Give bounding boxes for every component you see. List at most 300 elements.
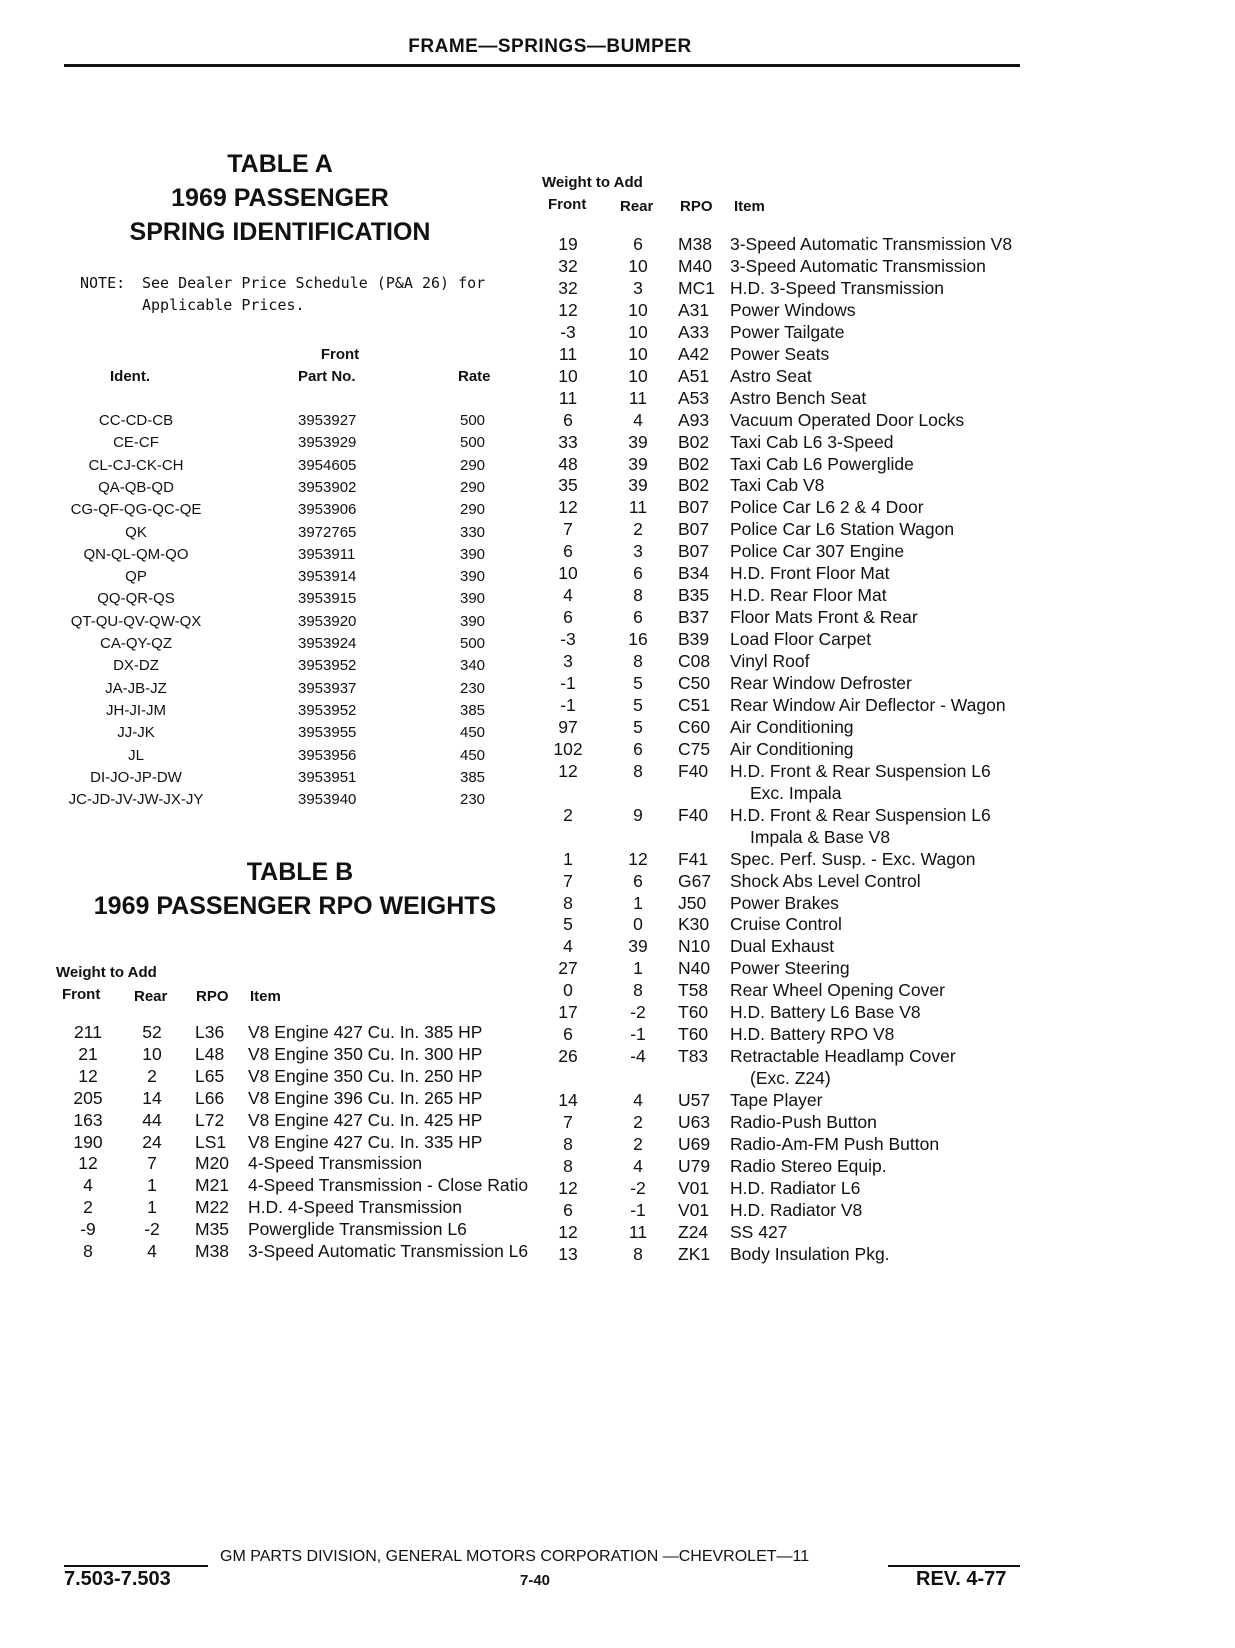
rpo-code: B34: [678, 563, 710, 584]
item-description: Police Car L6 2 & 4 Door: [730, 497, 924, 518]
rpo-code: A93: [678, 409, 710, 430]
part-number: 3953915: [298, 590, 357, 608]
weight-front: 5: [563, 914, 573, 935]
rpo-code: F41: [678, 848, 709, 869]
part-number: 3953902: [298, 478, 357, 496]
weight-front: -9: [80, 1219, 96, 1240]
item-description: Cruise Control: [730, 914, 842, 935]
item-description: Dual Exhaust: [730, 936, 835, 957]
part-number: 3953952: [298, 701, 357, 719]
spring-rate: 290: [460, 478, 486, 496]
spring-rate: 500: [460, 412, 486, 429]
weight-rear: 1: [633, 892, 643, 913]
rpo-code: B07: [678, 497, 710, 518]
weight-rear: 16: [628, 629, 648, 650]
weight-front: 7: [563, 870, 573, 891]
item-description: H.D. Front Floor Mat: [730, 563, 890, 584]
table-a-col-ident: Ident.: [110, 368, 150, 385]
table-a-title: TABLE A: [227, 150, 333, 178]
item-description: Vinyl Roof: [730, 651, 810, 672]
item-description: Body Insulation Pkg.: [730, 1243, 890, 1264]
item-description: Vacuum Operated Door Locks: [730, 409, 965, 430]
item-description-cont: Impala & Base V8: [750, 826, 891, 847]
weight-rear: 2: [633, 1112, 643, 1132]
rpo-code: A33: [678, 321, 710, 342]
weight-front: 0: [563, 980, 573, 1001]
spring-ident: JJ-JK: [117, 724, 155, 742]
spring-rate: 390: [460, 612, 486, 630]
rpo-code: J50: [678, 892, 707, 913]
spring-ident: JL: [128, 746, 144, 764]
table-b-cont-col-weight: Weight to Add: [542, 174, 643, 191]
weight-rear: 39: [628, 453, 648, 474]
weight-front: 14: [558, 1090, 578, 1111]
item-description: H.D. Front & Rear Suspension L6: [730, 804, 991, 825]
weight-front: 33: [558, 431, 578, 452]
rpo-code: B02: [678, 431, 710, 452]
spring-ident: QP: [125, 568, 147, 586]
rpo-code: G67: [678, 870, 712, 891]
spring-ident: QK: [125, 523, 147, 541]
weight-rear: -4: [630, 1046, 646, 1067]
weight-front: 8: [563, 1133, 573, 1154]
weight-front: 4: [563, 585, 573, 606]
weight-front: 12: [78, 1065, 98, 1086]
rpo-code: ZK1: [678, 1243, 711, 1264]
weight-rear: 6: [633, 607, 643, 628]
weight-front: 12: [558, 1221, 578, 1242]
part-number: 3953937: [298, 679, 357, 697]
weight-front: 6: [563, 1199, 573, 1220]
part-number: 3953924: [298, 635, 357, 652]
spring-rate: 385: [460, 768, 486, 786]
rpo-code: L65: [195, 1065, 225, 1086]
item-description: H.D. Radiator V8: [730, 1199, 863, 1220]
spring-ident: DX-DZ: [113, 657, 159, 675]
part-number: 3953955: [298, 724, 357, 742]
rpo-code: U69: [678, 1133, 711, 1154]
spring-ident: QN-QL-QM-QO: [83, 545, 189, 563]
weight-rear: 8: [633, 1243, 643, 1264]
weight-rear: 10: [628, 299, 648, 320]
item-description: 3-Speed Automatic Transmission V8: [730, 234, 1013, 254]
spring-rate: 500: [460, 635, 486, 652]
rpo-code: A31: [678, 299, 710, 320]
rpo-code: A53: [678, 387, 710, 408]
rpo-code: B39: [678, 629, 710, 650]
rpo-code: MC1: [678, 277, 715, 298]
rpo-code: C60: [678, 716, 711, 737]
weight-front: 4: [563, 936, 573, 957]
weight-front: 12: [558, 760, 578, 781]
part-number: 3972765: [298, 523, 357, 541]
weight-rear: -1: [630, 1199, 646, 1220]
item-description: Radio-Am-FM Push Button: [730, 1133, 940, 1154]
rpo-code: V01: [678, 1177, 710, 1198]
footer-catalog-number: 7.503-7.503: [64, 1568, 171, 1590]
weight-rear: 2: [633, 1133, 643, 1154]
weight-front: 163: [73, 1109, 103, 1130]
weight-front: 12: [558, 299, 578, 320]
weight-rear: -2: [630, 1002, 646, 1023]
item-description: 3-Speed Automatic Transmission L6: [248, 1241, 529, 1261]
spring-ident: CG-QF-QG-QC-QE: [70, 501, 202, 519]
item-description: Air Conditioning: [730, 738, 854, 759]
weight-front: 12: [558, 1177, 578, 1198]
footer-revision: REV. 4-77: [916, 1568, 1007, 1590]
weight-front: -1: [560, 694, 576, 715]
part-number: 3954605: [298, 456, 357, 474]
rpo-code: T60: [678, 1024, 709, 1045]
item-description: 4-Speed Transmission: [248, 1153, 423, 1174]
rpo-code: B02: [678, 453, 710, 474]
item-description: 3-Speed Automatic Transmission: [730, 255, 986, 276]
spring-rate: 230: [460, 791, 486, 809]
weight-rear: 6: [633, 738, 643, 759]
weight-rear: 2: [633, 519, 643, 540]
table-b-cont-col-item: Item: [734, 198, 765, 215]
item-description: Taxi Cab L6 Powerglide: [730, 453, 914, 474]
item-description: Power Brakes: [730, 892, 839, 913]
item-description: Radio Stereo Equip.: [730, 1155, 887, 1176]
weight-front: 205: [73, 1087, 103, 1108]
rpo-code: Z24: [678, 1221, 709, 1242]
item-description: V8 Engine 350 Cu. In. 300 HP: [248, 1043, 483, 1064]
rpo-code: U79: [678, 1155, 711, 1176]
rpo-code: M21: [195, 1175, 230, 1196]
weight-front: 19: [558, 234, 578, 254]
spring-rate: 390: [460, 568, 486, 586]
part-number: 3953940: [298, 791, 357, 809]
weight-front: 4: [83, 1175, 93, 1196]
weight-front: 8: [83, 1241, 93, 1261]
rpo-code: M38: [678, 234, 713, 254]
table-a-col-rate: Rate: [458, 368, 491, 385]
spring-rate: 500: [460, 434, 486, 452]
weight-front: -3: [560, 629, 576, 650]
weight-rear: -1: [630, 1024, 646, 1045]
weight-front: 6: [563, 541, 573, 562]
rpo-code: K30: [678, 914, 710, 935]
weight-front: 6: [563, 409, 573, 430]
weight-front: -3: [560, 321, 576, 342]
page-header-title: FRAME—SPRINGS—BUMPER: [408, 36, 692, 57]
spring-rate: 450: [460, 724, 486, 742]
item-description: 4-Speed Transmission - Close Ratio: [248, 1175, 529, 1196]
item-description: V8 Engine 427 Cu. In. 385 HP: [248, 1022, 483, 1042]
weight-rear: 7: [147, 1153, 157, 1174]
rpo-code: T83: [678, 1046, 709, 1067]
footer-rule-left: [64, 1565, 208, 1567]
item-description: Astro Seat: [730, 365, 812, 386]
weight-rear: 6: [633, 870, 643, 891]
weight-front: 6: [563, 1024, 573, 1045]
part-number: 3953952: [298, 657, 357, 675]
rpo-code: M38: [195, 1241, 230, 1261]
footer-publisher: GM PARTS DIVISION, GENERAL MOTORS CORPORATION —CHEVROLET—11: [220, 1548, 810, 1565]
weight-rear: 10: [628, 365, 648, 386]
weight-front: 7: [563, 519, 573, 540]
rpo-code: N40: [678, 958, 711, 979]
footer-rule-right: [888, 1565, 1020, 1567]
item-description: Load Floor Carpet: [730, 629, 872, 650]
item-description: Floor Mats Front & Rear: [730, 607, 918, 628]
item-description: V8 Engine 427 Cu. In. 425 HP: [248, 1109, 483, 1130]
table-b-col-front: Front: [62, 986, 101, 1003]
table-b-subtitle: 1969 PASSENGER RPO WEIGHTS: [93, 892, 497, 920]
weight-rear: 2: [147, 1065, 157, 1086]
weight-rear: 4: [633, 1090, 643, 1111]
weight-front: 11: [558, 343, 578, 364]
rpo-code: C75: [678, 738, 711, 759]
weight-front: 1: [563, 848, 573, 869]
weight-rear: 5: [633, 716, 643, 737]
weight-rear: 10: [628, 321, 648, 342]
table-b-cont-col-rear: Rear: [620, 198, 654, 215]
item-description: SS 427: [730, 1221, 788, 1242]
weight-rear: 8: [633, 651, 643, 672]
part-number: 3953956: [298, 746, 357, 764]
part-number: 3953920: [298, 612, 357, 630]
rpo-code: B02: [678, 475, 710, 496]
weight-rear: 4: [633, 1155, 643, 1176]
weight-rear: 52: [142, 1022, 162, 1042]
weight-rear: 0: [633, 914, 643, 935]
table-b-cont-col-front: Front: [548, 196, 587, 213]
spring-rate: 330: [460, 523, 486, 541]
weight-rear: -2: [630, 1177, 646, 1198]
item-description: Retractable Headlamp Cover: [730, 1046, 956, 1067]
spring-ident: JC-JD-JV-JW-JX-JY: [68, 791, 204, 809]
weight-rear: 1: [147, 1175, 157, 1196]
item-description: Police Car 307 Engine: [730, 541, 905, 562]
item-description: Air Conditioning: [730, 716, 854, 737]
rpo-code: M22: [195, 1197, 230, 1218]
part-number: 3953951: [298, 768, 357, 786]
weight-front: 211: [74, 1022, 102, 1042]
weight-front: 7: [563, 1112, 573, 1132]
header-divider: [64, 64, 1020, 67]
weight-front: 21: [78, 1043, 98, 1064]
weight-front: 32: [558, 277, 578, 298]
weight-front: 97: [558, 716, 578, 737]
rpo-code: LS1: [195, 1131, 227, 1152]
weight-rear: 5: [633, 673, 643, 693]
rpo-code: A51: [678, 365, 710, 386]
weight-rear: 8: [633, 980, 643, 1001]
item-description: Tape Player: [730, 1090, 823, 1111]
item-description: Rear Window Defroster: [730, 673, 912, 693]
table-a-col-partno: Part No.: [298, 368, 356, 385]
rpo-code: M35: [195, 1219, 230, 1240]
spring-ident: CA-QY-QZ: [100, 635, 172, 652]
spring-ident: JA-JB-JZ: [105, 679, 167, 697]
weight-rear: 5: [633, 694, 643, 715]
weight-rear: 6: [633, 234, 643, 254]
table-b-title: TABLE B: [246, 858, 354, 886]
table-a-heading: SPRING IDENTIFICATION: [129, 218, 431, 246]
weight-rear: 1: [633, 958, 643, 979]
spring-ident: CE-CF: [113, 434, 159, 452]
weight-front: 48: [558, 453, 578, 474]
item-description: Shock Abs Level Control: [730, 870, 921, 891]
weight-rear: 10: [142, 1043, 162, 1064]
item-description: H.D. Battery RPO V8: [730, 1024, 895, 1045]
item-description: Rear Wheel Opening Cover: [730, 980, 945, 1001]
weight-front: 8: [563, 892, 573, 913]
spring-rate: 385: [460, 701, 486, 719]
rpo-code: U57: [678, 1090, 711, 1111]
weight-front: 10: [558, 563, 578, 584]
rpo-code: B07: [678, 541, 710, 562]
weight-front: 11: [558, 387, 578, 408]
weight-front: 10: [558, 365, 578, 386]
table-a-subtitle: 1969 PASSENGER: [171, 184, 389, 212]
rpo-code: C51: [678, 694, 711, 715]
note-text-line2: Applicable Prices.: [142, 296, 305, 314]
item-description: H.D. Rear Floor Mat: [730, 585, 887, 606]
rpo-code: V01: [678, 1199, 710, 1220]
spring-rate: 390: [460, 545, 486, 563]
rpo-code: T60: [678, 1002, 709, 1023]
weight-rear: 11: [628, 387, 648, 408]
part-number: 3953927: [298, 412, 357, 429]
rpo-code: L36: [195, 1022, 225, 1042]
item-description: Power Windows: [730, 299, 856, 320]
part-number: 3953914: [298, 568, 357, 586]
weight-front: -1: [560, 673, 576, 693]
item-description: H.D. 3-Speed Transmission: [730, 277, 944, 298]
item-description-cont: Exc. Impala: [750, 782, 842, 803]
table-b-col-rpo: RPO: [196, 988, 229, 1005]
item-description: H.D. Radiator L6: [730, 1177, 861, 1198]
weight-rear: 11: [628, 497, 648, 518]
spring-rate: 450: [460, 746, 486, 764]
spring-ident: QQ-QR-QS: [97, 590, 175, 608]
spring-ident: CC-CD-CB: [98, 412, 174, 429]
item-description: Police Car L6 Station Wagon: [730, 519, 955, 540]
item-description: H.D. 4-Speed Transmission: [248, 1197, 462, 1218]
weight-rear: 39: [628, 936, 648, 957]
item-description: Radio-Push Button: [730, 1112, 877, 1132]
item-description-cont: (Exc. Z24): [750, 1068, 831, 1089]
table-b-col-weight: Weight to Add: [56, 964, 157, 981]
spring-rate: 290: [460, 501, 486, 519]
weight-front: 17: [558, 1002, 578, 1023]
weight-front: 2: [83, 1197, 93, 1218]
note-label: NOTE:: [80, 274, 126, 292]
weight-rear: 12: [628, 848, 648, 869]
weight-front: 26: [558, 1046, 578, 1067]
weight-rear: 11: [628, 1221, 648, 1242]
weight-front: 102: [553, 738, 583, 759]
weight-front: 190: [73, 1131, 103, 1152]
spring-rate: 230: [460, 679, 486, 697]
item-description: Rear Window Air Deflector - Wagon: [730, 694, 1006, 715]
rpo-code: B35: [678, 585, 710, 606]
rpo-code: F40: [678, 804, 709, 825]
footer-page-number: 7-40: [520, 1572, 551, 1589]
weight-rear: 6: [633, 563, 643, 584]
weight-rear: 24: [142, 1131, 162, 1152]
weight-front: 12: [558, 497, 578, 518]
weight-rear: 4: [147, 1241, 157, 1261]
spring-ident: QA-QB-QD: [98, 478, 174, 496]
table-a-col-front: Front: [320, 346, 360, 363]
spring-rate: 390: [460, 590, 486, 608]
spring-ident: DI-JO-JP-DW: [90, 768, 182, 786]
rpo-code: C50: [678, 673, 711, 693]
rpo-code: N10: [678, 936, 711, 957]
weight-front: 8: [563, 1155, 573, 1176]
weight-rear: 44: [142, 1109, 162, 1130]
item-description: Power Steering: [730, 958, 850, 979]
spring-ident: CL-CJ-CK-CH: [88, 456, 184, 474]
item-description: Astro Bench Seat: [730, 387, 867, 408]
rpo-code: M40: [678, 255, 713, 276]
weight-rear: 14: [142, 1087, 162, 1108]
spring-rate: 290: [460, 456, 486, 474]
item-description: H.D. Battery L6 Base V8: [730, 1002, 921, 1023]
item-description: Taxi Cab V8: [730, 475, 825, 496]
rpo-code: T58: [678, 980, 709, 1001]
weight-rear: 4: [633, 409, 643, 430]
rpo-code: L72: [195, 1109, 225, 1130]
weight-front: 32: [558, 255, 578, 276]
weight-rear: 39: [628, 475, 648, 496]
rpo-code: U63: [678, 1112, 711, 1132]
rpo-code: C08: [678, 651, 711, 672]
spring-rate: 340: [460, 657, 486, 675]
item-description: Powerglide Transmission L6: [248, 1219, 467, 1240]
rpo-code: B37: [678, 607, 710, 628]
rpo-code: F40: [678, 760, 709, 781]
weight-front: 2: [563, 804, 573, 825]
item-description: H.D. Front & Rear Suspension L6: [730, 760, 991, 781]
item-description: Spec. Perf. Susp. - Exc. Wagon: [730, 848, 976, 869]
item-description: Taxi Cab L6 3-Speed: [730, 431, 894, 452]
weight-rear: 8: [633, 760, 643, 781]
rpo-code: A42: [678, 343, 710, 364]
weight-rear: 3: [633, 541, 643, 562]
part-number: 3953929: [298, 434, 357, 452]
weight-rear: -2: [144, 1219, 160, 1240]
weight-rear: 10: [628, 343, 648, 364]
weight-rear: 9: [633, 804, 643, 825]
item-description: V8 Engine 427 Cu. In. 335 HP: [248, 1131, 483, 1152]
rpo-code: L66: [195, 1087, 225, 1108]
item-description: Power Seats: [730, 343, 830, 364]
table-b-cont-col-rpo: RPO: [680, 198, 713, 215]
weight-rear: 1: [147, 1197, 157, 1218]
item-description: Power Tailgate: [730, 321, 845, 342]
weight-front: 27: [558, 958, 578, 979]
weight-front: 3: [563, 651, 573, 672]
spring-ident: JH-JI-JM: [106, 701, 166, 719]
weight-front: 6: [563, 607, 573, 628]
item-description: V8 Engine 350 Cu. In. 250 HP: [248, 1065, 483, 1086]
spring-ident: QT-QU-QV-QW-QX: [70, 612, 202, 630]
weight-front: 35: [558, 475, 578, 496]
weight-front: 13: [558, 1243, 578, 1264]
weight-rear: 10: [628, 255, 648, 276]
weight-rear: 8: [633, 585, 643, 606]
weight-rear: 39: [628, 431, 648, 452]
item-description: V8 Engine 396 Cu. In. 265 HP: [248, 1087, 483, 1108]
rpo-code: M20: [195, 1153, 230, 1174]
rpo-code: L48: [195, 1043, 225, 1064]
table-b-col-rear: Rear: [134, 988, 168, 1005]
